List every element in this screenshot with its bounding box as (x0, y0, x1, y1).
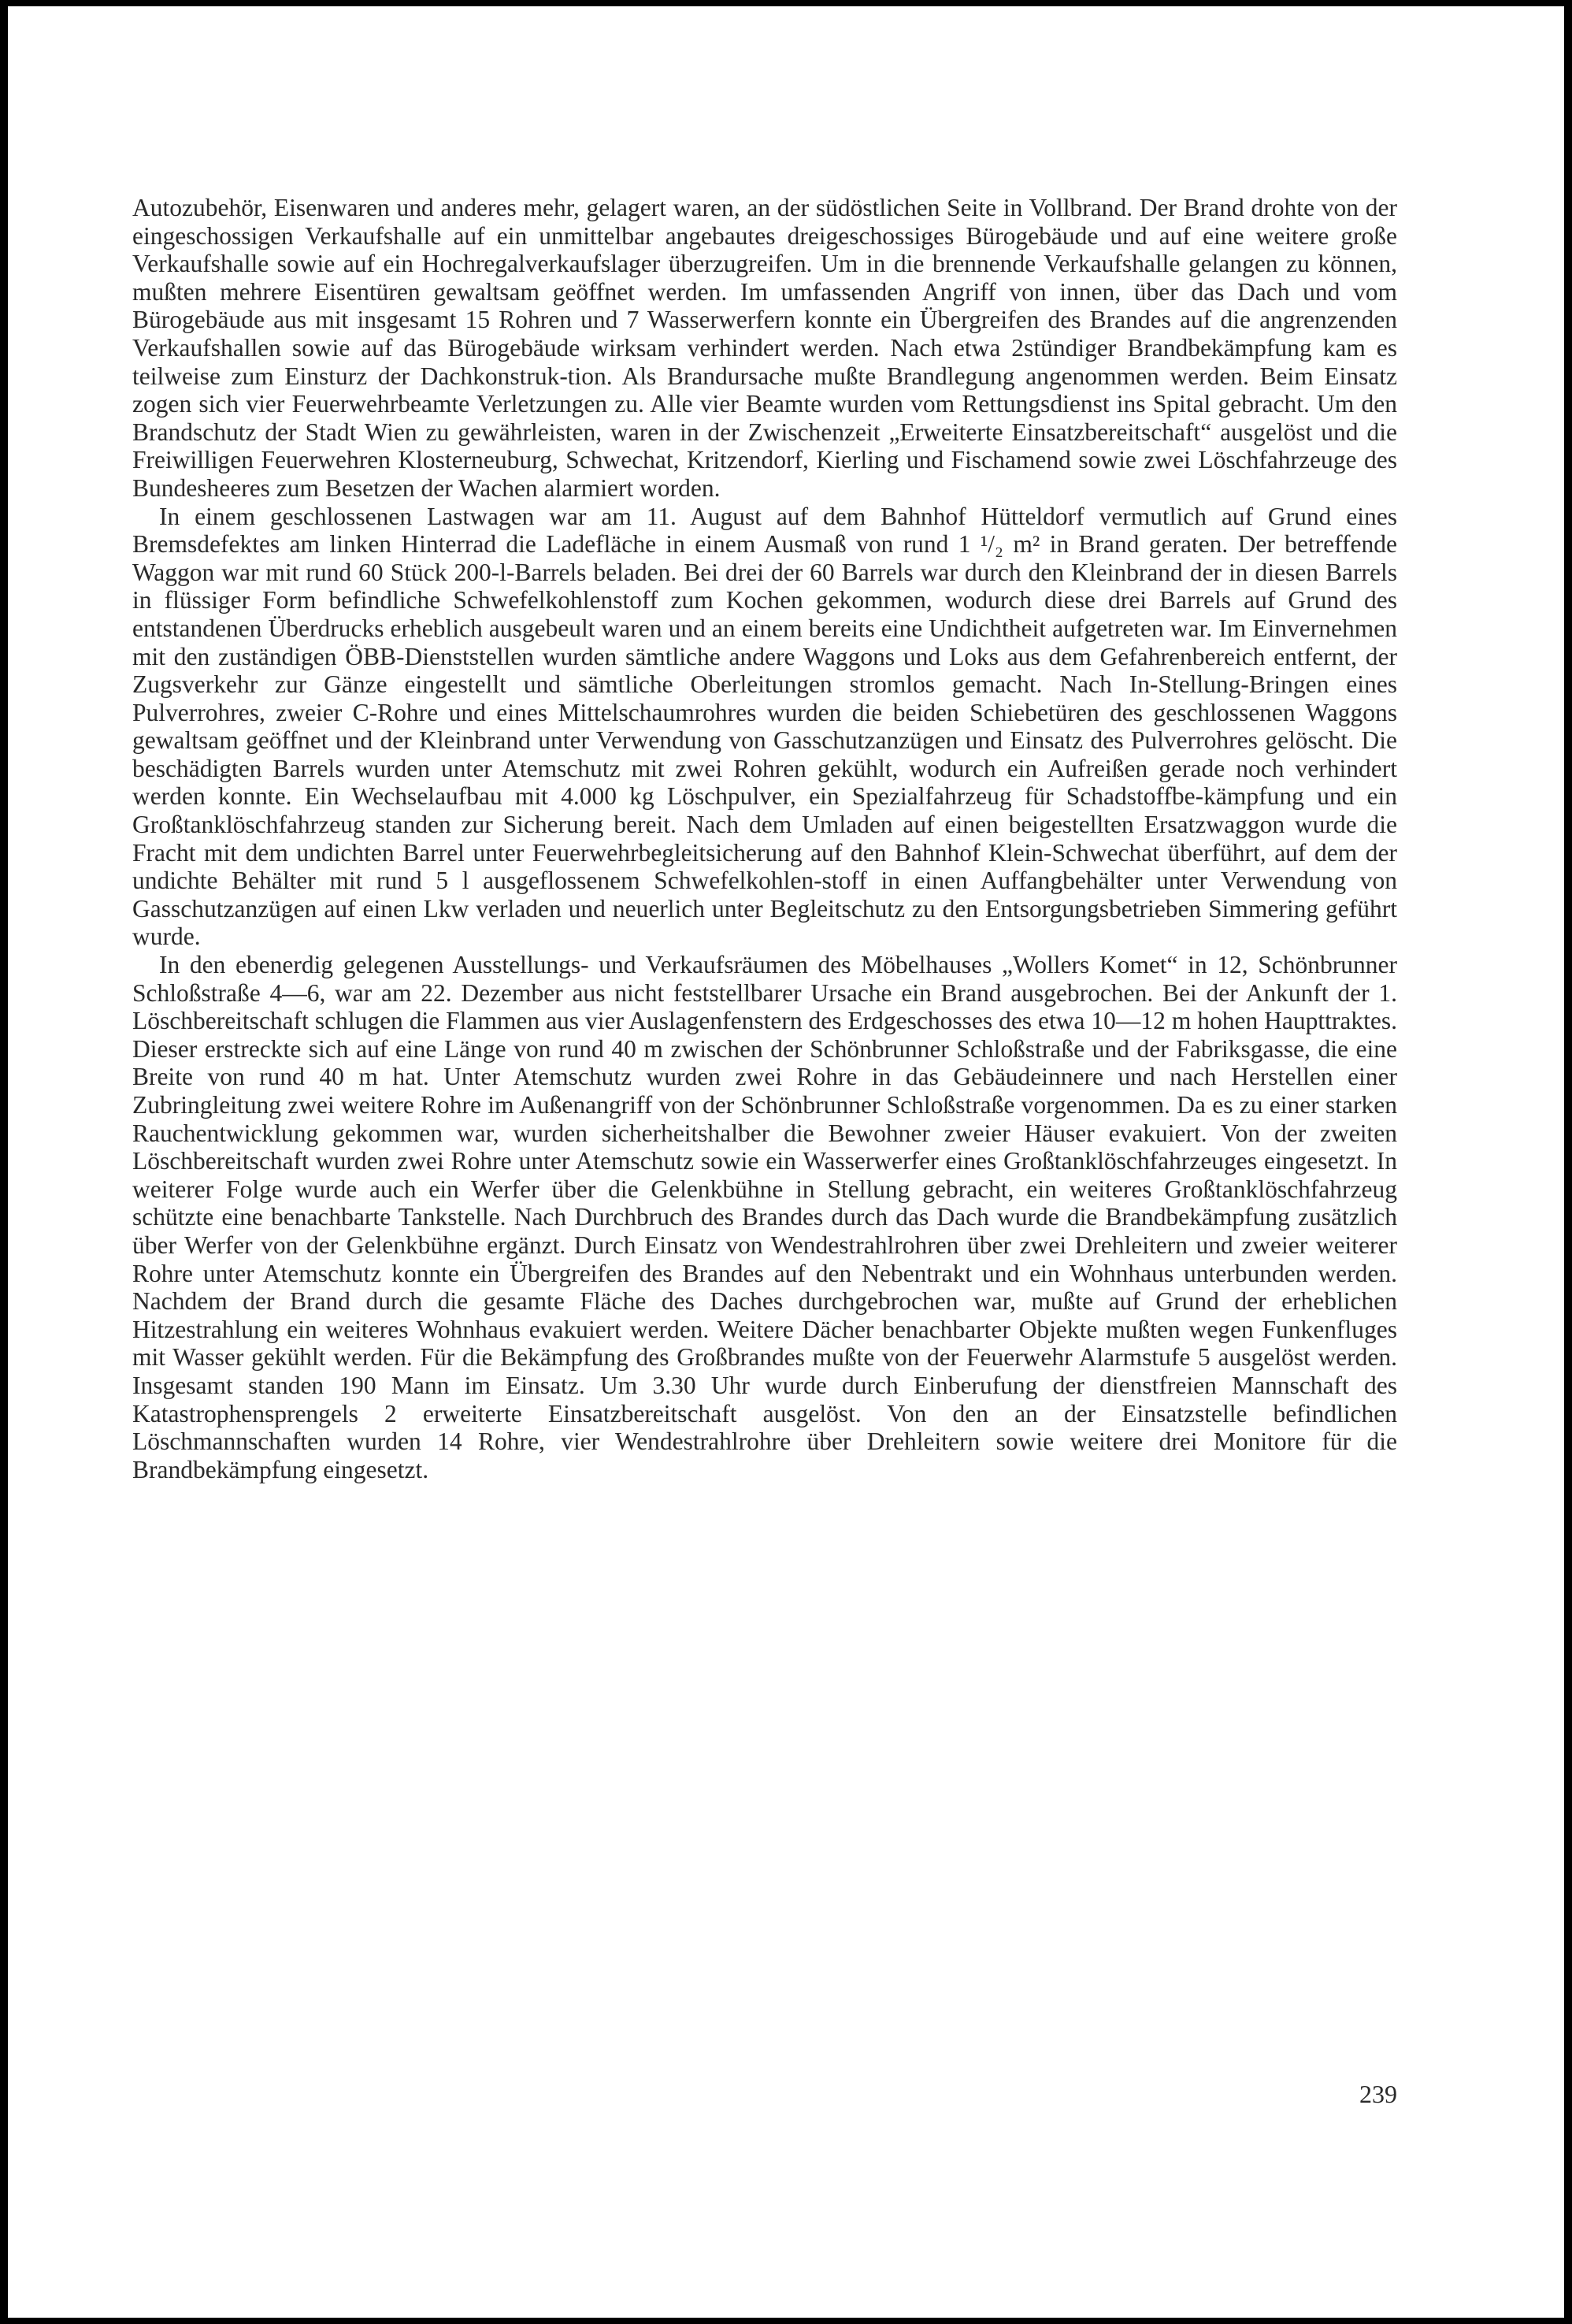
page-number: 239 (1359, 2080, 1397, 2108)
document-page (8, 6, 1564, 2318)
paragraph-railway-wagon: In einem geschlossenen Lastwagen war am 11. August auf dem Bahnhof Hütteldorf vermutlich auf Grund eines Bremsdefektes am linken Hinterrad die Ladefläche in einem Ausmaß von rund 1 ¹/₂ m² in Brand geraten. Der betreffende Waggon war mit rund 60 Stück 200-l-Barrels beladen. Bei drei der 60 Barrels war durch den Kleinbrand der in diesen Barrels in flüssiger Form befindliche Schwefelkohlenstoff zum Kochen gekommen, wodurch diese drei Barrels auf Grund des entstandenen Überdrucks erheblich ausgebeult waren und an einem bereits eine Undichtheit aufgetreten war. Im Einvernehmen mit den zuständigen ÖBB-Dienststellen wurden sämtliche andere Waggons und Loks aus dem Gefahrenbereich entfernt, der Zugsverkehr zur Gänze eingestellt und sämtliche Oberleitungen stromlos gemacht. Nach In-Stellung-Bringen eines Pulverrohres, zweier C-Rohre und eines Mittelschaumrohres wurden die beiden Schiebetüren des geschlossenen Waggons gewaltsam geöffnet und der Kleinbrand unter Verwendung von Gasschutzanzügen und Einsatz des Pulverrohres gelöscht. Die beschädigten Barrels wurden unter Atemschutz mit zwei Rohren gekühlt, wodurch ein Aufreißen gerade noch verhindert werden konnte. Ein Wechselaufbau mit 4.000 kg Löschpulver, ein Spezialfahrzeug für Schadstoffbe-kämpfung und ein Großtanklöschfahrzeug standen zur Sicherung bereit. Nach dem Umladen auf einen beigestellten Ersatzwaggon wurde die Fracht mit dem undichten Barrel unter Feuerwehrbegleitsicherung auf den Bahnhof Klein-Schwechat überführt, auf dem der undichte Behälter mit rund 5 l ausgeflossenem Schwefelkohlen-stoff in einen Auffangbehälter unter Verwendung von Gasschutzanzügen auf einen Lkw verladen und neuerlich unter Begleitschutz zu den Entsorgungsbetrieben Simmering geführt wurde. (132, 502, 1397, 951)
paragraph-furniture-store-fire: In den ebenerdig gelegenen Ausstellungs- und Verkaufsräumen des Möbelhauses „Wollers Komet“ in 12, Schönbrunner Schloßstraße 4—6, war am 22. Dezember aus nicht feststellbarer Ursache ein Brand ausgebrochen. Bei der Ankunft der 1. Löschbereitschaft schlugen die Flammen aus vier Auslagenfenstern des Erdgeschosses des etwa 10—12 m hohen Haupttraktes. Dieser erstreckte sich auf eine Länge von rund 40 m zwischen der Schönbrunner Schloßstraße und der Fabriksgasse, die eine Breite von rund 40 m hat. Unter Atemschutz wurden zwei Rohre in das Gebäudeinnere und nach Herstellen einer Zubringleitung zwei weitere Rohre im Außenangriff von der Schönbrunner Schloßstraße vorgenommen. Da es zu einer starken Rauchentwicklung gekommen war, wurden sicherheitshalber die Bewohner zweier Häuser evakuiert. Von der zweiten Löschbereitschaft wurden zwei Rohre unter Atemschutz sowie ein Wasserwerfer eines Großtanklöschfahrzeuges eingesetzt. In weiterer Folge wurde auch ein Werfer über die Gelenkbühne in Stellung gebracht, ein weiteres Großtanklöschfahrzeug schützte eine benachbarte Tankstelle. Nach Durchbruch des Brandes durch das Dach wurde die Brandbekämpfung zusätzlich über Werfer von der Gelenkbühne ergänzt. Durch Einsatz von Wendestrahlrohren über zwei Drehleitern und zweier weiterer Rohre unter Atemschutz konnte ein Übergreifen des Brandes auf den Nebentrakt und ein Wohnhaus unterbunden werden. Nachdem der Brand durch die gesamte Fläche des Daches durchgebrochen war, mußte auf Grund der erheblichen Hitzestrahlung ein weiteres Wohnhaus evakuiert werden. Weitere Dächer benachbarter Objekte mußten wegen Funkenfluges mit Wasser gekühlt werden. Für die Bekämpfung des Großbrandes mußte von der Feuerwehr Alarmstufe 5 ausgelöst werden. Insgesamt standen 190 Mann im Einsatz. Um 3.30 Uhr wurde durch Einberufung der dienstfreien Mannschaft des Katastrophensprengels 2 erweiterte Einsatzbereitschaft ausgelöst. Von den an der Einsatzstelle befindlichen Löschmannschaften wurden 14 Rohre, vier Wendestrahlrohre über Drehleitern sowie weitere drei Monitore für die Brandbekämpfung eingesetzt. (132, 951, 1397, 1483)
paragraph-fire-sales-hall: Autozubehör, Eisenwaren und anderes mehr, gelagert waren, an der südöstlichen Seite in Vollbrand. Der Brand drohte von der eingeschossigen Verkaufshalle auf ein unmittelbar angebautes dreigeschossiges Bürogebäude und auf eine weitere große Verkaufshalle sowie auf ein Hochregalverkaufslager überzugreifen. Um in die brennende Verkaufshalle gelangen zu können, mußten mehrere Eisentüren gewaltsam geöffnet werden. Im umfassenden Angriff von innen, über das Dach und vom Bürogebäude aus mit insgesamt 15 Rohren und 7 Wasserwerfern konnte ein Übergreifen des Brandes auf die angrenzenden Verkaufshallen sowie auf das Bürogebäude wirksam verhindert werden. Nach etwa 2stündiger Brandbekämpfung kam es teilweise zum Einsturz der Dachkonstruk-tion. Als Brandursache mußte Brandlegung angenommen werden. Beim Einsatz zogen sich vier Feuerwehrbeamte Verletzungen zu. Alle vier Beamte wurden vom Rettungsdienst ins Spital gebracht. Um den Brandschutz der Stadt Wien zu gewährleisten, waren in der Zwischenzeit „Erweiterte Einsatzbereitschaft“ ausgelöst und die Freiwilligen Feuerwehren Klosterneuburg, Schwechat, Kritzendorf, Kierling und Fischamend sowie zwei Löschfahrzeuge des Bundesheeres zum Besetzen der Wachen alarmiert worden. (132, 194, 1397, 502)
body-text (132, 194, 1397, 1483)
